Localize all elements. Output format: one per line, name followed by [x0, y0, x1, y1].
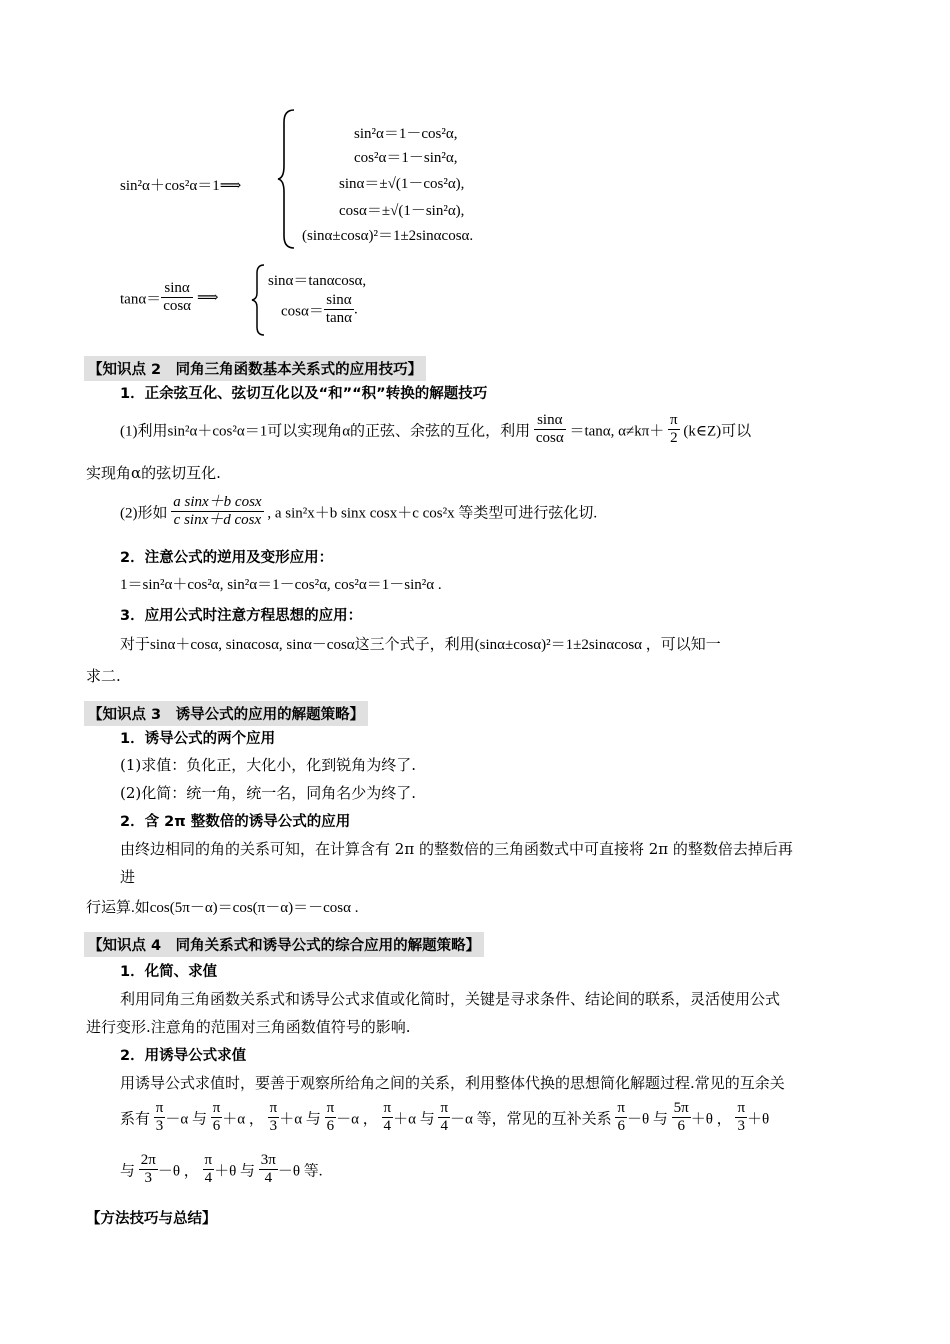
rel-frac-8: $\frac{5\pi}{6}$ [673, 1100, 689, 1135]
rel2-frac-1: $\frac{2\pi}{3}$ [140, 1152, 156, 1187]
rel-frac-9: $\frac{\pi}{3}$ [737, 1100, 746, 1135]
s2-item1-para1: (1)利用sin²α＋cos²α＝1可以实现角α的正弦、余弦的互化，利用 $\frac{\sin\alpha}{\cos\alpha}$ ＝tanα, α≠kπ＋ $\frac{\pi}{2}$ (k∈Z)可以 [120, 412, 752, 447]
tan-brace [251, 263, 267, 340]
section-heading-4: 【知识点 4 同角关系式和诱导公式的综合应用的解题策略】 [84, 932, 484, 957]
rel-frac-7: $\frac{\pi}{6}$ [617, 1100, 625, 1135]
rel-frac-5: $\frac{\pi}{4}$ [383, 1100, 392, 1135]
rel2-frac-3: $\frac{3\pi}{4}$ [260, 1152, 276, 1187]
rel-frac-4: $\frac{\pi}{6}$ [326, 1100, 335, 1135]
s4-item2-relations-cont: 与 $\frac{2\pi}{3}$ －θ ， $\frac{\pi}{4}$ ＋θ 与 $\frac{3\pi}{4}$ －θ 等. [120, 1152, 323, 1187]
s3-item1-line1: (1)求值：负化正，大化小，化到锐角为终了. [120, 756, 417, 774]
s4-item1-title: 1．化简、求值 [120, 964, 218, 980]
pythag-case-4: cosα＝±√(1－sin²α), [339, 203, 465, 219]
s2-item2-line: 1＝sin²α＋cos²α, sin²α＝1－cos²α, cos²α＝1－sin²α . [120, 577, 442, 593]
section-heading-3: 【知识点 3 诱导公式的应用的解题策略】 [84, 701, 368, 726]
rel2-frac-2: $\frac{\pi}{4}$ [204, 1152, 213, 1187]
s3-item2-line3: 行运算.如cos(5π－α)＝cos(π－α)＝－cosα . [86, 900, 359, 916]
pythag-case-2: cos²α＝1－sin²α, [354, 150, 458, 166]
tan-case-1: sinα＝tanαcosα, [268, 273, 367, 289]
s3-item2-title: 2．含 2π 整数倍的诱导公式的应用 [120, 814, 351, 830]
section-heading-2: 【知识点 2 同角三角函数基本关系式的应用技巧】 [84, 356, 426, 381]
pythag-case-5: (sinα±cosα)²＝1±2sinαcosα. [302, 228, 474, 244]
pythag-brace [276, 108, 298, 253]
rel-frac-1: $\frac{\pi}{3}$ [155, 1100, 164, 1135]
s2-item1-title: 1．正余弦互化、弦切互化以及“和”“积”转换的解题技巧 [120, 386, 488, 402]
pythag-left: sin²α＋cos²α＝1⟹ [120, 178, 242, 194]
s4-item2-line1: 用诱导公式求值时，要善于观察所给角之间的关系，利用整体代换的思想简化解题过程.常见的互余关 [120, 1074, 785, 1092]
s2-item3-line2: 求二. [86, 667, 121, 685]
tan-left: tanα＝ $\frac{\sin\alpha}{\cos\alpha}$ ⟹ [120, 280, 219, 315]
tan-case-2: cosα＝ $\frac{\sin\alpha}{\tan\alpha}$ . [281, 292, 358, 327]
rel-frac-2: $\frac{\pi}{6}$ [212, 1100, 221, 1135]
s3-item2-line1: 由终边相同的角的关系可知，在计算含有 2π 的整数倍的三角函数式中可直接将 2π 的整数倍去掉后再 [120, 840, 793, 858]
section-heading-5: 【方法技巧与总结】 [86, 1211, 217, 1227]
s4-item1-line1: 利用同角三角函数关系式和诱导公式求值或化简时，关键是寻求条件、结论间的联系，灵活使用公式 [120, 990, 781, 1008]
s3-item1-title: 1．诱导公式的两个应用 [120, 731, 276, 747]
s2-item3-title: 3．应用公式时注意方程思想的应用： [120, 608, 363, 624]
s4-item1-line2: 进行变形.注意角的范围对三角函数值符号的影响. [86, 1018, 411, 1036]
s2-item3-line1: 对于sinα＋cosα, sinαcosα, sinα－cosα这三个式子，利用(sinα±cosα)²＝1±2sinαcosα ，可以知一 [120, 637, 721, 653]
s4-item2-relations: 系有 $\frac{\pi}{3}$ －α 与 $\frac{\pi}{6}$ ＋α ， $\frac{\pi}{3}$ ＋α 与 $\frac{\pi}{6}$ －α ， $\frac{\pi}{4}$ ＋α 与 $\frac{\pi}{4}$ －α 等，常见的互补关系 $\frac{\pi}{6}$ －θ 与 $\frac{5\pi}{6}$ ＋θ ， $\frac{\pi}{3}$ ＋θ [120, 1100, 770, 1135]
s2-item1-para2: (2)形如 $\frac{\text{a sinx＋b cosx}}{\text{c sinx＋d cosx}}$ , a sin²x＋b sinx cosx＋c cos²x 等类型可进行弦化切. [120, 494, 598, 529]
s2-item1-para1-cont: 实现角α的弦切互化. [86, 464, 221, 482]
s3-item1-line2: (2)化简：统一角，统一名，同角名少为终了. [120, 784, 417, 802]
pythag-case-3: sinα＝±√(1－cos²α), [339, 176, 465, 192]
rel-frac-6: $\frac{\pi}{4}$ [440, 1100, 449, 1135]
s3-item2-line2: 进 [120, 868, 136, 886]
rel-frac-3: $\frac{\pi}{3}$ [269, 1100, 278, 1135]
pythag-case-1: sin²α＝1－cos²α, [354, 126, 458, 142]
s2-item2-title: 2．注意公式的逆用及变形应用： [120, 550, 334, 566]
s4-item2-title: 2．用诱导公式求值 [120, 1048, 247, 1064]
